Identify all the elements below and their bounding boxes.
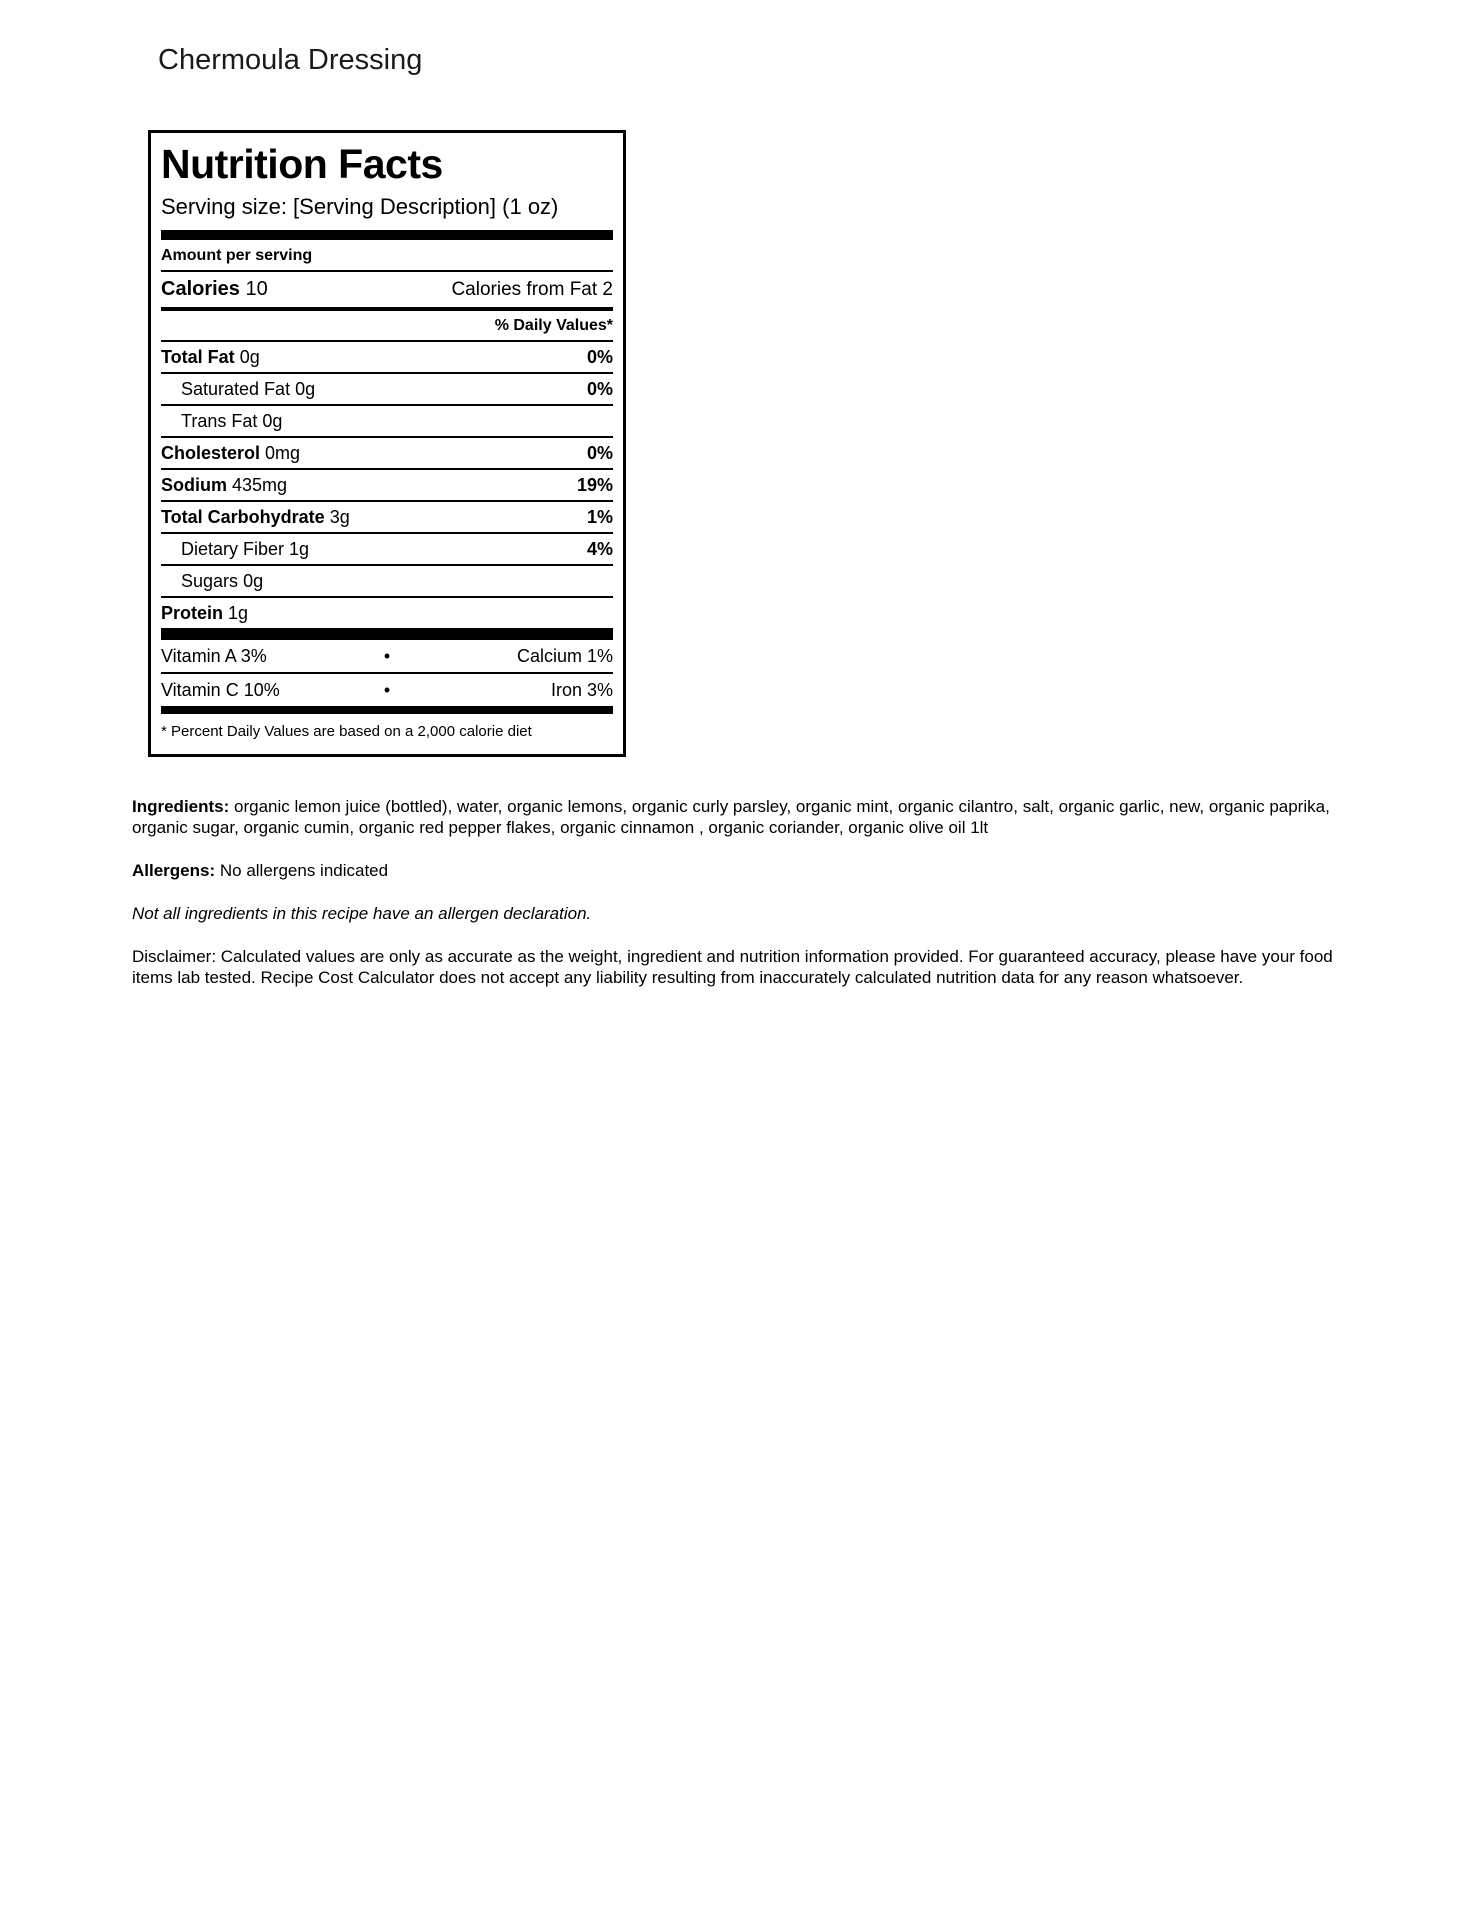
nutrient-row-protein (161, 598, 613, 630)
nutrient-label: Protein (161, 603, 224, 624)
nutrient-daily-value: 4% (586, 539, 613, 560)
nutrient-daily-value: 19% (576, 475, 613, 496)
nutrient-daily-value: 0% (586, 379, 613, 400)
nutrient-value: 0g (295, 379, 316, 400)
nutrient-row-trans-fat (161, 406, 613, 438)
nutrient-row-sugars (161, 566, 613, 598)
vitamin-right: Calcium 1% (516, 646, 613, 667)
nutrient-value: 0g (239, 347, 260, 368)
nutrient-daily-value: 1% (586, 507, 613, 528)
nutrient-label: Total Fat (161, 347, 235, 368)
nutrient-row-dietary-fiber (161, 534, 613, 566)
calories-label: Calories (161, 278, 240, 301)
serving-size-line: Serving size: [Serving Description] (1 oz) (161, 194, 559, 220)
nutrient-value: 1g (228, 603, 249, 624)
nutrient-value: 0mg (265, 443, 301, 464)
nutrition-facts-label (148, 130, 626, 757)
nutrient-row-cholesterol (161, 438, 613, 470)
nutrient-row-sodium (161, 470, 613, 502)
vitamin-left: Vitamin A 3% (161, 646, 267, 667)
nutrient-value: 0g (262, 411, 283, 432)
nutrition-facts-heading: Nutrition Facts (161, 141, 443, 187)
nutrient-value: 1g (289, 539, 310, 560)
vitamin-row-c-iron (161, 674, 613, 706)
nutrient-row-total-carbohydrate (161, 502, 613, 534)
thick-divider-bar (161, 230, 613, 240)
recipe-title: Chermoula Dressing (158, 44, 423, 76)
vitamin-left: Vitamin C 10% (161, 680, 280, 701)
nutrient-row-total-fat (161, 342, 613, 374)
nutrient-label: Cholesterol (161, 443, 261, 464)
nutrient-daily-value: 0% (586, 347, 613, 368)
nutrient-value: 0g (243, 571, 264, 592)
nutrient-daily-value: 0% (586, 443, 613, 464)
allergen-note: Not all ingredients in this recipe have an allergen declaration. (132, 904, 592, 923)
daily-values-footnote: * Percent Daily Values are based on a 2,000 calorie diet (161, 723, 532, 741)
allergens-label: Allergens: (132, 861, 216, 880)
nutrient-label: Total Carbohydrate (161, 507, 325, 528)
amount-per-serving-label: Amount per serving (161, 240, 613, 272)
vitamin-row-a-calcium (161, 640, 613, 674)
medium-divider-bar (161, 706, 613, 714)
nutrient-value: 435mg (232, 475, 288, 496)
daily-values-header: % Daily Values* (161, 311, 613, 342)
ingredients-paragraph (132, 796, 1364, 838)
ingredients-text: organic lemon juice (bottled), water, organic lemons, organic curly parsley, organic mint, organic cilantro, salt, organic garlic, new, organic paprika, organic sugar, organic cumin, organic red pepper flakes, organic cinnamon , organic coriander, organic olive oil 1lt (132, 797, 1330, 837)
bullet-separator: • (383, 646, 391, 667)
allergens-text: No allergens indicated (219, 861, 389, 880)
nutrient-label: Sugars (181, 571, 239, 592)
nutrient-row-saturated-fat (161, 374, 613, 406)
nutrient-label: Sodium (161, 475, 227, 496)
ingredients-label: Ingredients: (132, 797, 230, 816)
bullet-separator: • (383, 680, 391, 701)
vitamin-right: Iron 3% (550, 680, 613, 701)
recipe-details (132, 796, 1364, 1010)
calories-row (161, 272, 613, 311)
thick-divider-bar (161, 630, 613, 640)
nutrient-label: Dietary Fiber (181, 539, 285, 560)
nutrient-label: Saturated Fat (181, 379, 291, 400)
calories-amount (161, 278, 268, 301)
disclaimer-text: Disclaimer: Calculated values are only as accurate as the weight, ingredient and nutrition information provided. For guaranteed accuracy, please have your food items lab tested. Recipe Cost Calculator does not accept any liability resulting from inaccurately calculated nutrition data for any reason whatsoever. (132, 947, 1333, 987)
calories-value: 10 (245, 278, 268, 301)
allergens-paragraph (132, 860, 1364, 881)
nutrient-value: 3g (329, 507, 350, 528)
calories-from-fat: Calories from Fat 2 (451, 279, 613, 301)
nutrient-label: Trans Fat (181, 411, 258, 432)
